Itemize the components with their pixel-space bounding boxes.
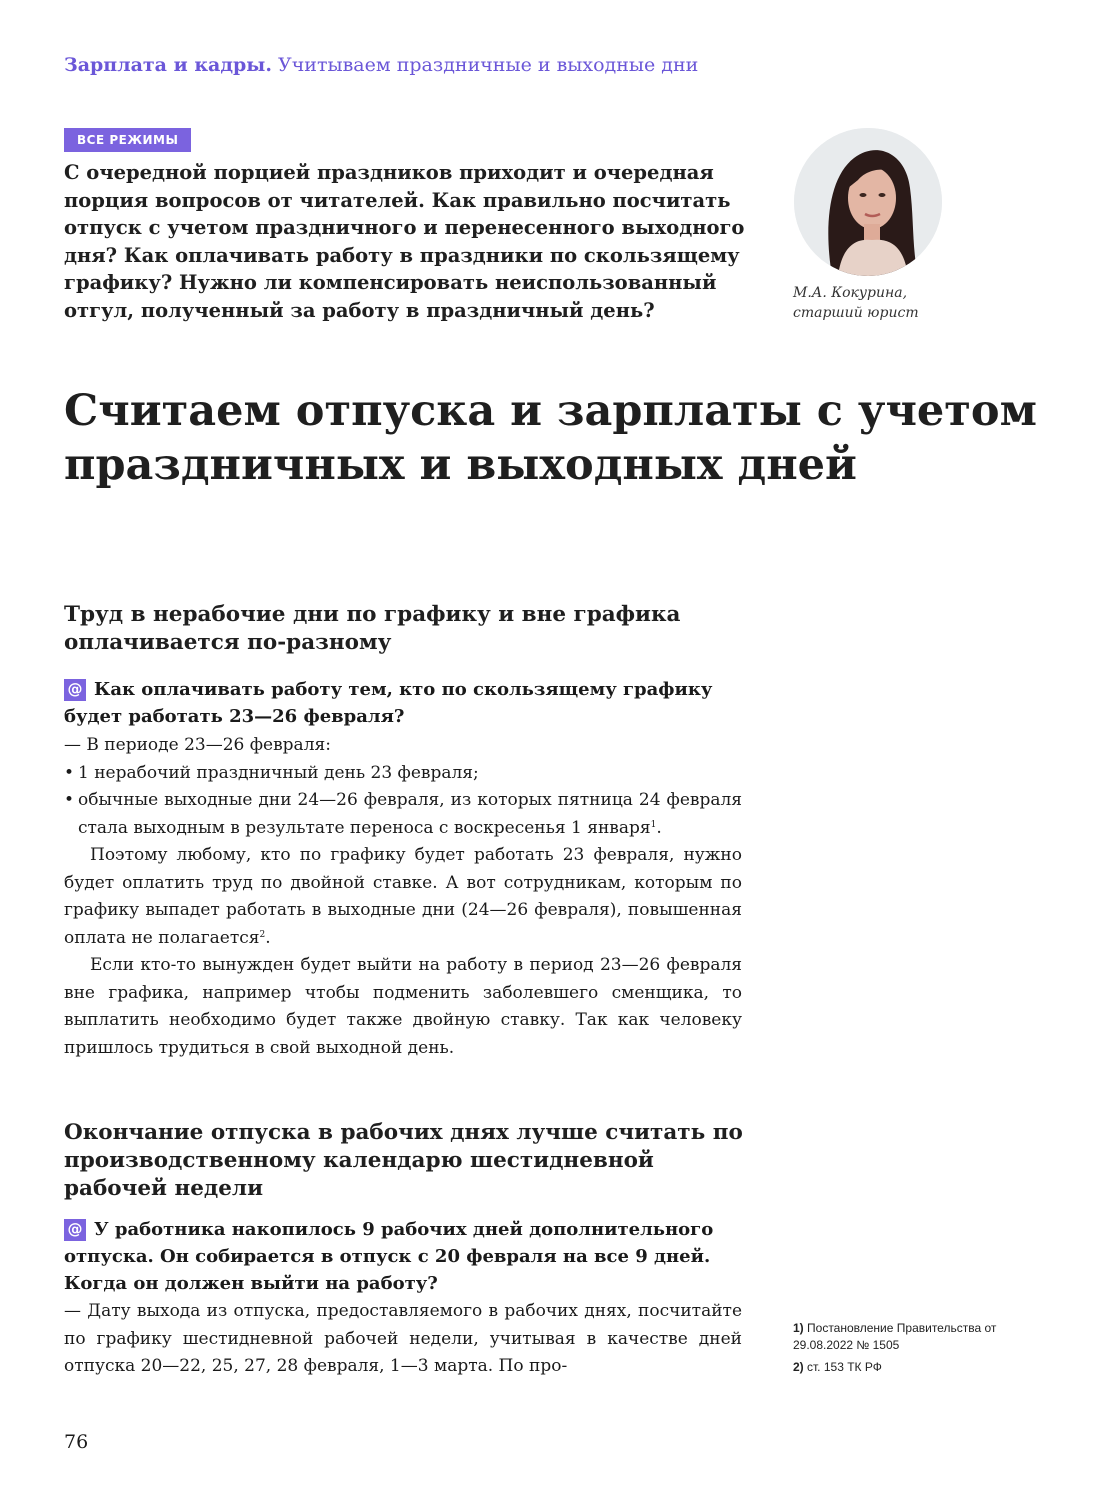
question-1-text: Как оплачивать работу тем, кто по скользящему графику будет работать 23—26 февраля? bbox=[64, 679, 713, 727]
article-title: Считаем отпуска и зарплаты с учетом праздничных и выходных дней bbox=[64, 386, 1037, 490]
paragraph: Поэтому любому, кто по графику будет работать 23 февраля, нужно будет оплатить труд по двойной ставке. А вот сотрудникам, которым по графику выпадет работать в выходные дни (24—26 февраля), повышенная оплата не полагается$^2$. bbox=[64, 845, 742, 948]
list-item: • обычные выходные дни 24—26 февраля, из которых пятница 24 февраля стала выходным в результате переноса с воскресенья 1 января$^1$. bbox=[64, 787, 742, 842]
footnotes bbox=[793, 1320, 1033, 1381]
lead-paragraph: С очередной порцией праздников приходит и очередная порция вопросов от читателей. Как правильно посчитать отпуск с учетом праздничного и перенесенного выходного дня? Как оплачивать работу в праздники по скользящему графику? Нужно ли компенсировать неиспользованный отгул, полученный за работу в праздничный день? bbox=[64, 161, 745, 322]
answer-1 bbox=[64, 732, 742, 1062]
header-rubric: Зарплата и кадры. bbox=[64, 54, 272, 76]
author-photo bbox=[794, 128, 942, 276]
answer-1-intro: — В периоде 23—26 февраля: bbox=[64, 735, 331, 755]
author-caption bbox=[793, 283, 919, 323]
question-2-text: У работника накопилось 9 рабочих дней дополнительного отпуска. Он собирается в отпуск с 20 февраля на все 9 дней. Когда он должен выйти на работу? bbox=[64, 1219, 714, 1294]
question-at-icon: @ bbox=[64, 679, 86, 701]
section-heading-2: Окончание отпуска в рабочих днях лучше считать по производственному календарю шестидневной рабочей недели bbox=[64, 1120, 743, 1201]
page-number: 76 bbox=[64, 1431, 89, 1453]
answer-2-text: — Дату выхода из отпуска, предоставляемого в рабочих днях, посчитайте по графику шестидневной рабочей недели, учитывая в качестве дней отпуска 20—22, 25, 27, 28 февраля, 1—3 марта. По про- bbox=[64, 1301, 742, 1376]
author-name: М.А. Кокурина, bbox=[793, 285, 908, 301]
header-subtitle: Учитываем праздничные и выходные дни bbox=[278, 54, 699, 76]
footnote-ref-1: 1 bbox=[650, 819, 657, 830]
question-at-icon: @ bbox=[64, 1219, 86, 1241]
answer-1-list bbox=[64, 760, 742, 843]
question-1 bbox=[64, 676, 754, 730]
footnote: 2) ст. 153 ТК РФ bbox=[793, 1360, 882, 1374]
answer-2 bbox=[64, 1298, 742, 1381]
paragraph: Если кто-то вынужден будет выйти на работу в период 23—26 февраля вне графика, например чтобы подменить заболевшего сменщика, то выплатить необходимо будет также двойную ставку. Так как человеку пришлось трудиться в свой выходной день. bbox=[64, 955, 742, 1058]
footnote: 1) Постановление Правительства от 29.08.2022 № 1505 bbox=[793, 1321, 997, 1352]
regime-badge: ВСЕ РЕЖИМЫ bbox=[64, 128, 191, 152]
running-header bbox=[64, 54, 698, 76]
list-item: • 1 нерабочий праздничный день 23 февраля; bbox=[64, 760, 742, 788]
question-2 bbox=[64, 1216, 754, 1297]
section-heading-1: Труд в нерабочие дни по графику и вне графика оплачивается по-разному bbox=[64, 602, 681, 655]
footnote-ref-2: 2 bbox=[259, 929, 266, 940]
author-position: старший юрист bbox=[793, 305, 919, 321]
